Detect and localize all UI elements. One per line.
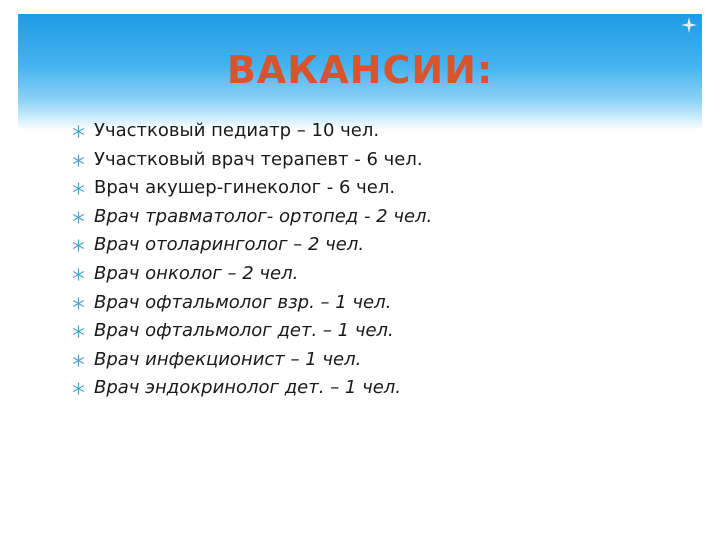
asterisk-bullet-icon bbox=[72, 154, 85, 167]
asterisk-bullet-icon bbox=[72, 297, 85, 310]
vacancy-text: Врач онколог – 2 чел. bbox=[94, 262, 299, 284]
vacancy-text: Врач инфекционист – 1 чел. bbox=[94, 348, 362, 370]
asterisk-bullet-icon bbox=[72, 354, 85, 367]
asterisk-bullet-icon bbox=[72, 268, 85, 281]
vacancy-text: Участковый педиатр – 10 чел. bbox=[94, 120, 380, 141]
vacancy-text: Врач отоларинголог – 2 чел. bbox=[94, 234, 365, 256]
asterisk-bullet-icon bbox=[72, 125, 85, 138]
vacancy-text: Участковый врач терапевт - 6 чел. bbox=[94, 148, 423, 170]
sparkle-icon bbox=[680, 16, 698, 34]
asterisk-bullet-icon bbox=[72, 382, 85, 395]
asterisk-bullet-icon bbox=[72, 182, 85, 195]
vacancy-text: Врач офтальмолог взр. – 1 чел. bbox=[94, 291, 392, 313]
vacancy-text: Врач травматолог- ортопед - 2 чел. bbox=[94, 205, 433, 227]
asterisk-bullet-icon bbox=[72, 325, 85, 338]
vacancy-text: Врач эндокринолог дет. – 1 чел. bbox=[94, 377, 402, 399]
slide-title: ВАКАНСИИ: bbox=[226, 48, 494, 92]
asterisk-bullet-icon bbox=[72, 211, 85, 224]
asterisk-bullet-icon bbox=[72, 239, 85, 252]
vacancy-text: Врач акушер-гинеколог - 6 чел. bbox=[94, 177, 396, 199]
vacancy-text: Врач офтальмолог дет. – 1 чел. bbox=[94, 320, 394, 342]
